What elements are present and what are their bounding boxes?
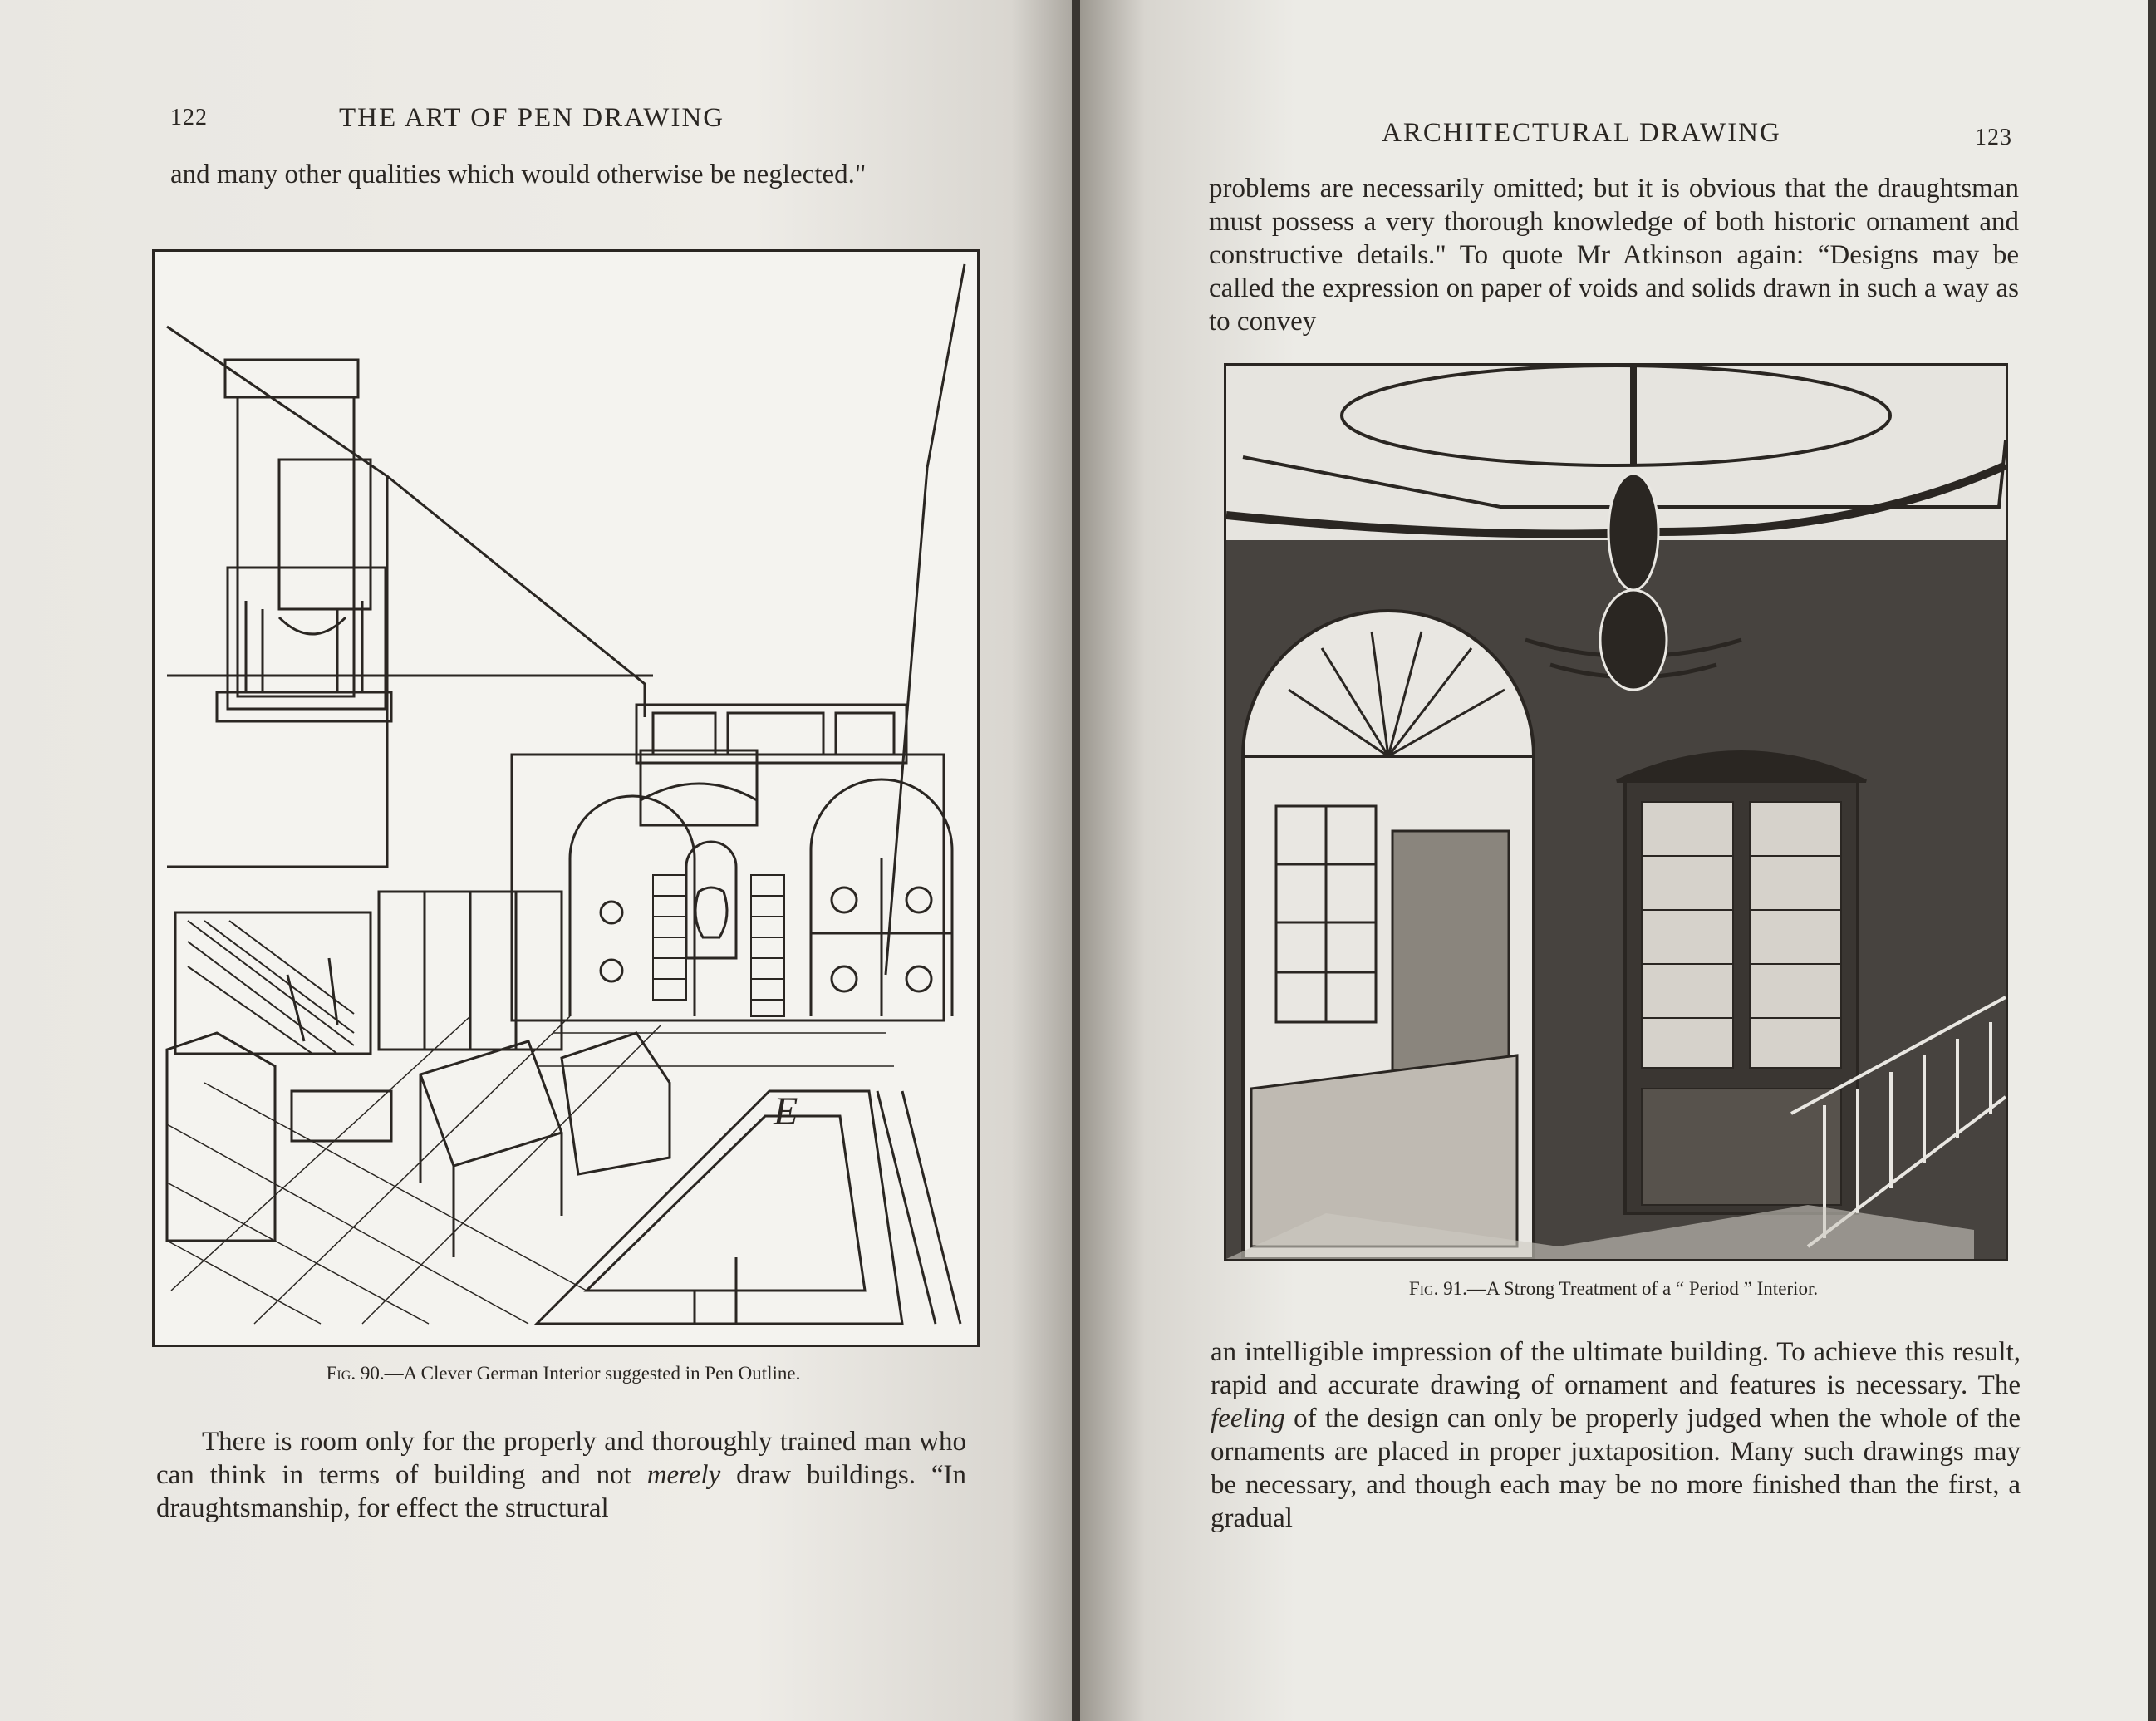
right-page	[1080, 0, 2156, 1721]
paragraph-top: and many other qualities which would otherwise be neglected."	[170, 160, 867, 189]
figure-91-label: Fig. 91.	[1408, 1278, 1467, 1299]
paragraph-bottom-part-1: There is room only for the properly and thoroughly trained man who can think in terms of building and not	[156, 1427, 966, 1490]
paragraph-bottom	[1211, 1335, 2021, 1535]
paragraph-bottom-emphasis: merely	[646, 1460, 721, 1490]
figure-90-caption	[152, 1363, 975, 1384]
page-number: 123	[1975, 125, 2012, 150]
figure-90-illustration	[152, 249, 980, 1347]
paragraph-bottom-emphasis: feeling	[1211, 1404, 1285, 1433]
page-number: 122	[170, 105, 208, 130]
figure-91-title: —A Strong Treatment of a “ Period ” Interior.	[1466, 1278, 1819, 1299]
rug-monogram: E	[774, 1089, 798, 1133]
paragraph-bottom-part-2: draw buildings. “In draughtsmanship, for effect the structural	[156, 1460, 966, 1523]
paragraph-bottom-part-1: an intelligible impression of the ultimate building. To achieve this result, rapid and accurate drawing of ornament and features is necessary. The	[1211, 1337, 2021, 1400]
paragraph-bottom	[156, 1425, 966, 1525]
left-page	[0, 0, 1076, 1721]
period-interior-drawing	[1226, 366, 2006, 1259]
book-edge-right	[2148, 0, 2156, 1721]
german-interior-drawing	[155, 252, 977, 1345]
running-head: ARCHITECTURAL DRAWING	[1382, 118, 1781, 148]
paragraph-bottom-part-2: of the design can only be properly judged when the whole of the ornaments are placed in proper juxtaposition. Many such drawings may be necessary, and though each may be no more finished than the first, a gradual	[1211, 1404, 2021, 1533]
figure-90-title: —A Clever German Interior suggested in Pen Outline.	[384, 1363, 801, 1384]
figure-91-illustration	[1224, 363, 2008, 1261]
figure-91-caption	[1224, 1278, 2003, 1300]
paragraph-top: problems are necessarily omitted; but it is obvious that the draughtsman must possess a very thorough knowledge of both historic ornament and constructive details." To quote Mr Atkinson again: “Designs may be called the expression on paper of voids and solids drawn in such a way as to convey	[1209, 174, 2019, 337]
running-head: THE ART OF PEN DRAWING	[339, 103, 725, 133]
figure-90-label: Fig. 90.	[326, 1363, 385, 1384]
